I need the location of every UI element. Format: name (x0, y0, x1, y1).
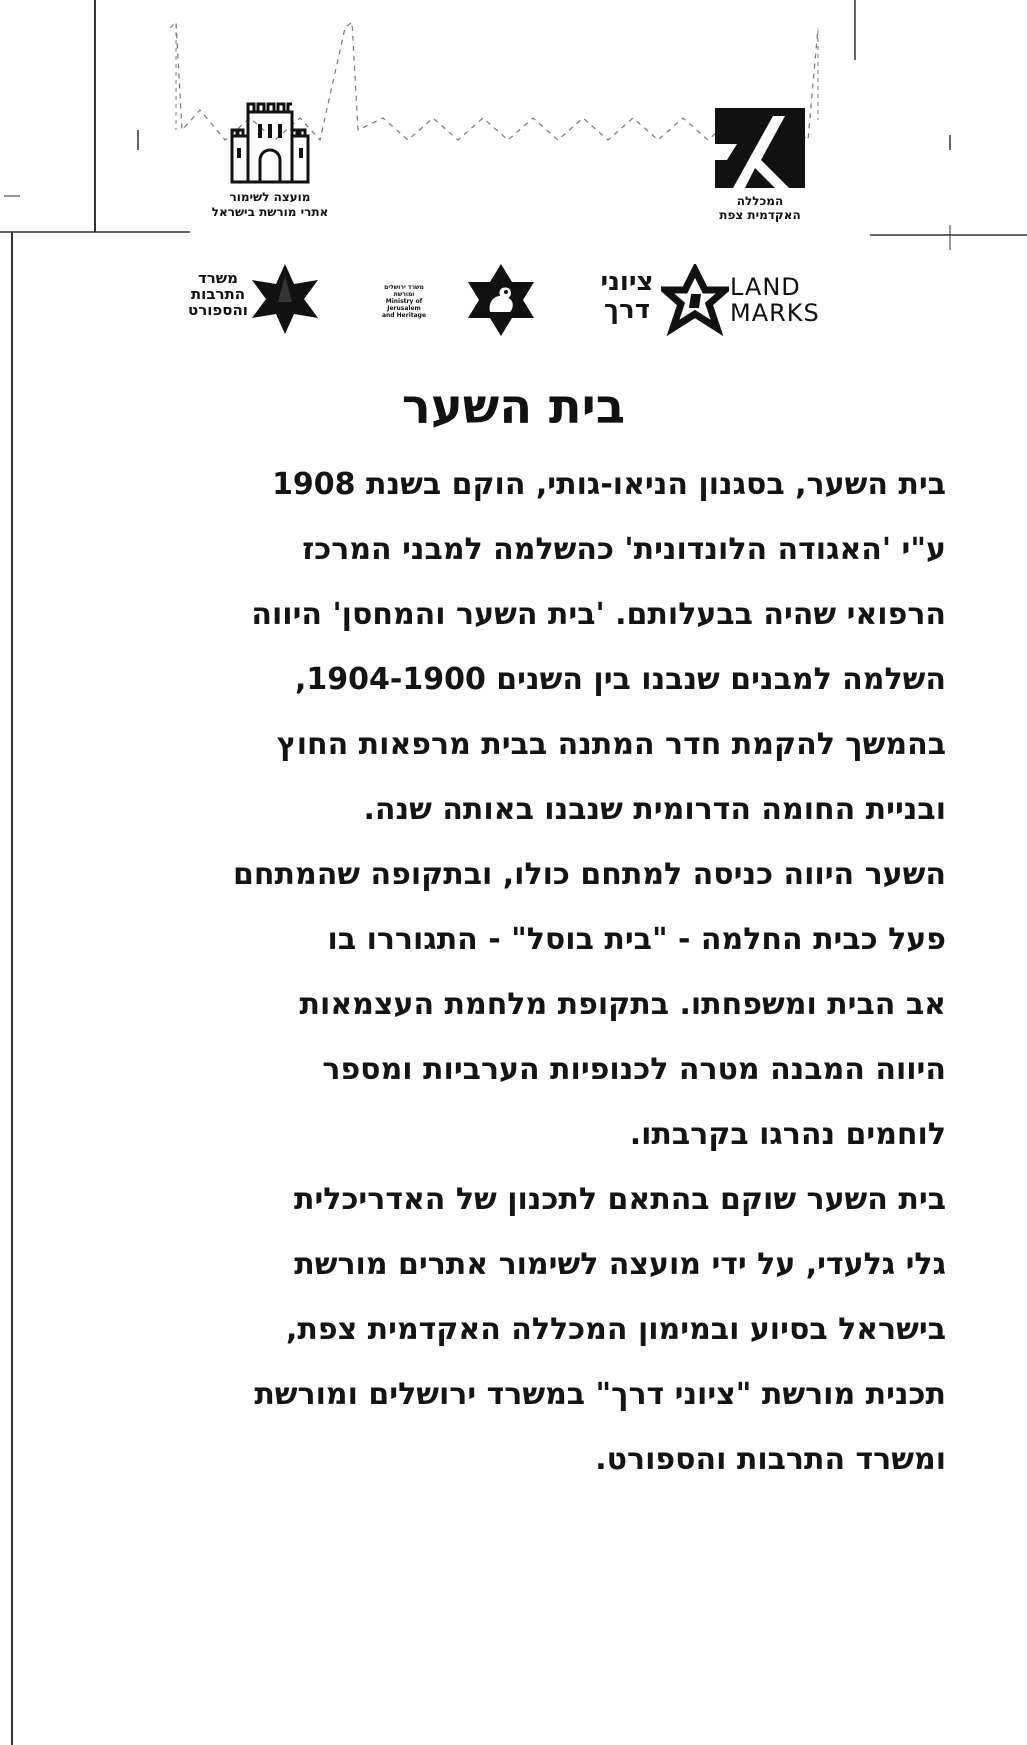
body-line: השער היווה כניסה למתחם כולו, ובתקופה שהמתחם (233, 857, 946, 892)
body-line: בית השער, בסגנון הניאו-גותי, הוקם בשנת 1908 (272, 467, 946, 502)
lion-star-emblem-icon (464, 262, 538, 338)
body-line: פעל כבית החלמה - "בית בוסל" - התגוררו בו (327, 922, 946, 957)
castle-gate-icon (226, 98, 314, 186)
body-line: בהמשך להקמת חדר המתנה בבית מרפאות החוץ (276, 727, 946, 762)
body-line: ובניית החומה הדרומית שנבנו באותה שנה. (363, 792, 946, 827)
jerusalem-logo-line: Ministry of Jerusalem (385, 298, 423, 312)
body-line: אב הבית ומשפחתו. בתקופת מלחמת העצמאות (299, 987, 946, 1022)
landmarks-logo (595, 262, 835, 340)
jerusalem-logo-line: משרד ירושלים (384, 284, 424, 291)
body-line: השלמה למבנים שנבנו בין השנים 1904-1900, (294, 662, 946, 697)
landmarks-english-line: LAND (730, 273, 801, 301)
college-logo-line: המכללה (736, 194, 784, 208)
jerusalem-logo-line: ומורשת (393, 291, 415, 298)
college-logo-line: האקדמית צפת (719, 208, 801, 222)
body-line: בית השער שוקם בהתאם לתכנון של האדריכלית (293, 1182, 946, 1217)
body-line: לוחמים נהרגו בקרבתו. (629, 1117, 946, 1152)
body-line: ע"י 'האגודה הלונדונית' כהשלמה למבני המרכז (302, 532, 946, 567)
sign-title: בית השער (401, 379, 626, 435)
ministry-culture-sport-logo (186, 262, 326, 334)
landmarks-english-line: MARKS (730, 299, 820, 327)
college-letter-mark-icon (715, 108, 805, 188)
body-line: בישראל בסיוע ובמימון המכללה האקדמית צפת, (285, 1312, 946, 1347)
body-line: היווה המבנה מטרה לכנופיות הערביות ומספר (322, 1052, 946, 1087)
landmarks-hebrew-line: דרך (604, 295, 650, 325)
council-preservation-logo (185, 98, 355, 220)
six-point-star-icon (248, 262, 322, 336)
sign-body-text (98, 452, 946, 1492)
landmarks-star-icon (661, 264, 729, 336)
academic-college-logo (695, 108, 825, 222)
body-line: הרפואי שהיה בבעלותם. 'בית השער והמחסן' היווה (251, 597, 946, 632)
body-line: גלי גלעדי, על ידי מועצה לשימור אתרים מורשת (294, 1247, 946, 1282)
council-logo-line: מועצה לשימור (229, 190, 311, 204)
jerusalem-logo-line: and Heritage (381, 312, 427, 319)
council-logo-line: אתרי מורשת בישראל (211, 205, 329, 219)
ministry-logo-line: והספורט (188, 301, 248, 319)
ministry-jerusalem-heritage-logo (378, 262, 538, 340)
body-line: תכנית מורשת "ציוני דרך" במשרד ירושלים ומורשת (254, 1377, 946, 1412)
ministry-logo-line: התרבות (190, 285, 246, 303)
body-line: ומשרד התרבות והספורט. (595, 1442, 946, 1477)
landmarks-hebrew-line: ציוני (600, 267, 654, 297)
ministry-logo-line: משרד (197, 269, 239, 287)
